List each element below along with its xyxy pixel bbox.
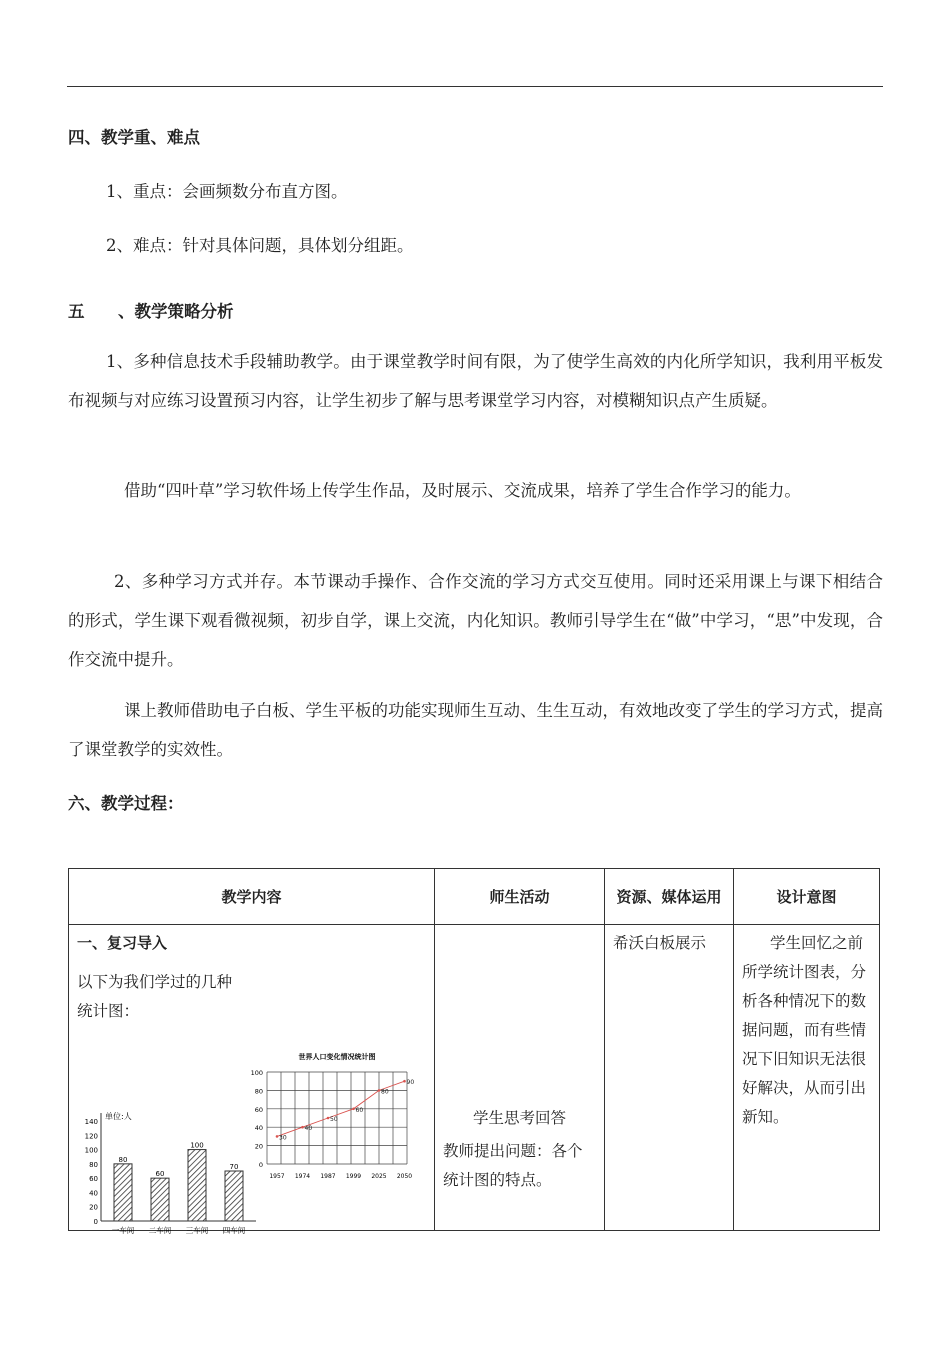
x-tick-label: 三车间 [185, 1226, 209, 1235]
y-tick-label: 120 [84, 1132, 98, 1141]
bar-value-label: 60 [155, 1170, 165, 1179]
x-tick-label: 1974 [294, 1173, 311, 1180]
data-label: 90 [406, 1079, 415, 1087]
x-tick-label: 2025 [371, 1173, 387, 1180]
activity-answer: 学生思考回答 [472, 1109, 566, 1127]
header-media: 资源、媒体运用 [605, 869, 734, 925]
x-tick-label: 1957 [269, 1173, 285, 1180]
bar-chart [75, 1105, 265, 1235]
teaching-process-table [68, 868, 880, 1235]
data-point [327, 1117, 330, 1120]
y-tick-label: 80 [89, 1160, 98, 1169]
x-tick-label: 2050 [396, 1173, 413, 1180]
y-tick-label: 0 [93, 1218, 98, 1226]
y-axis-label: 单位:人 [105, 1112, 132, 1121]
data-label: 40 [304, 1125, 313, 1133]
y-tick-label: 80 [254, 1087, 263, 1096]
y-tick-label: 100 [250, 1069, 263, 1077]
data-point [301, 1126, 304, 1129]
media-text: 希沃白板展示 [613, 934, 707, 952]
activity-question: 教师提出问题：各个统计图的特点。 [443, 1142, 583, 1189]
y-tick-label: 60 [89, 1175, 98, 1184]
y-tick-label: 40 [254, 1124, 263, 1133]
intent-cell [734, 925, 880, 1231]
section5-title: 、教学策略分析 [118, 302, 234, 321]
difficult-point: 2、难点：针对具体问题，具体划分组距。 [106, 236, 414, 255]
header-activity: 师生活动 [435, 869, 605, 925]
data-label: 60 [355, 1106, 364, 1114]
y-tick-label: 0 [258, 1161, 263, 1169]
section5-number: 五 [68, 302, 85, 321]
media-cell [605, 925, 734, 1231]
data-label: 30 [279, 1134, 287, 1142]
paragraph-3: 2、多种学习方式并存。本节课动手操作、合作交流的学习方式交互使用。同时还采用课上与课下相结合的形式，学生课下观看微视频，初步自学，课上交流，内化知识。教师引导学生在“做”中学习，“思”中发现，合作交流中提升。 [68, 572, 883, 669]
chart-title: 世界人口变化情况统计图 [298, 1053, 376, 1061]
key-point: 1、重点：会画频数分布直方图。 [106, 182, 348, 201]
data-point [378, 1089, 381, 1092]
x-tick-label: 1987 [320, 1173, 336, 1180]
y-tick-label: 140 [84, 1118, 98, 1126]
paragraph-1: 1、多种信息技术手段辅助教学。由于课堂教学时间有限，为了使学生高效的内化所学知识，我利用平板发布视频与对应练习设置预习内容，让学生初步了解与思考课堂学习内容，对模糊知识点产生质疑。 [68, 352, 883, 410]
header-intent: 设计意图 [734, 869, 880, 925]
paragraph-2: 借助“四叶草”学习软件场上传学生作品，及时展示、交流成果，培养了学生合作学习的能力。 [124, 481, 801, 500]
bar-value-label: 100 [190, 1141, 204, 1150]
bar [114, 1164, 132, 1221]
y-tick-label: 60 [254, 1105, 263, 1114]
data-label: 80 [381, 1088, 389, 1096]
section4-title: 四、教学重、难点 [68, 128, 200, 147]
section6-title: 六、教学过程： [68, 794, 184, 813]
data-point [352, 1108, 355, 1111]
bar-value-label: 70 [229, 1163, 239, 1171]
activity-cell [435, 925, 605, 1231]
line-chart [245, 1049, 425, 1199]
bar [225, 1171, 243, 1221]
y-tick-label: 20 [254, 1142, 263, 1151]
y-tick-label: 100 [84, 1146, 98, 1155]
header-content: 教学内容 [69, 869, 435, 925]
bar-value-label: 80 [118, 1155, 128, 1164]
x-tick-label: 四车间 [222, 1226, 246, 1235]
review-text: 以下为我们学过的几种统计图： [77, 973, 233, 1020]
data-label: 50 [330, 1116, 338, 1123]
bar [188, 1150, 206, 1221]
y-tick-label: 40 [89, 1189, 98, 1198]
x-tick-label: 一车间 [111, 1226, 135, 1235]
bar [151, 1178, 169, 1221]
intent-text: 学生回忆之前所学统计图表，分析各种情况下的数据问题，而有些情况下旧知识无法很好解决，从而引出新知。 [742, 934, 867, 1126]
header-rule [67, 86, 883, 87]
data-point [276, 1135, 279, 1138]
data-point [403, 1080, 406, 1083]
x-tick-label: 1999 [345, 1173, 362, 1180]
review-title: 一、复习导入 [77, 934, 168, 952]
paragraph-4: 课上教师借助电子白板、学生平板的功能实现师生互动、生生互动，有效地改变了学生的学习方式，提高了课堂教学的实效性。 [68, 701, 883, 759]
content-cell [69, 925, 435, 1235]
x-tick-label: 二车间 [148, 1226, 172, 1235]
y-tick-label: 20 [89, 1203, 98, 1212]
